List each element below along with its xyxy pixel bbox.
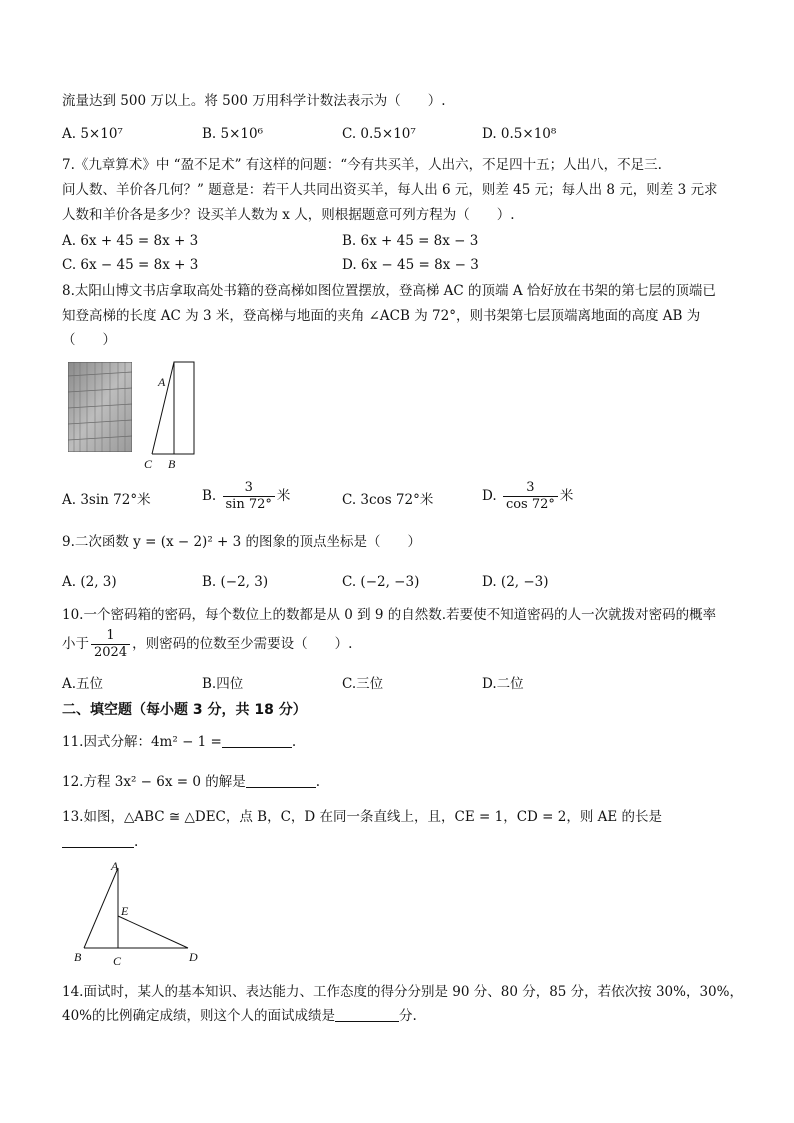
q12-text: 12.方程 3x² − 6x = 0 的解是 . [62, 774, 321, 790]
q7-option-b: B. 6x + 45 = 8x − 3 [342, 233, 479, 249]
q13-text: 13.如图，△ABC ≅ △DEC，点 B，C，D 在同一条直线上，且，CE = 1，CD = 2，则 AE 的长是 [62, 809, 663, 825]
q10-fraction: $\frac{1}{2024}$ [91, 628, 130, 661]
q6-option-a: A. 5×10⁷ [62, 126, 123, 142]
label-b: B [168, 457, 176, 470]
q14-text-line1: 14.面试时，某人的基本知识、表达能力、工作态度的得分分别是 90 分、80 分，85 分，若依次按 30%，30%， [62, 984, 743, 1000]
segment-ab [84, 868, 118, 948]
q8-option-a: A. 3sin 72°米 [62, 492, 151, 508]
q6-option-d: D. 0.5×10⁸ [482, 126, 557, 142]
segment-ed [118, 916, 188, 948]
q10-text-line2: 小于 $\frac{1}{2024}$ ，则密码的位数至少需要设（ ）. [62, 628, 353, 660]
q10-option-c: C.三位 [342, 676, 384, 692]
q9-text: 9.二次函数 y = (x − 2)² + 3 的图象的顶点坐标是（ ） [62, 534, 422, 550]
q8-text-line2: 知登高梯的长度 AC 为 3 米，登高梯与地面的夹角 ∠ACB 为 72°，则书架第七层顶端离地面的高度 AB 为 [62, 308, 701, 324]
q7-option-c: C. 6x − 45 = 8x + 3 [62, 257, 199, 273]
q8-text-line3: （ ） [62, 332, 116, 348]
bookshelf-rectangle [174, 362, 194, 454]
q7-text-line3: 人数和羊价各是多少？设买羊人数为 x 人，则根据题意可列方程为（ ）. [62, 207, 515, 223]
q13-answer-line: . [62, 833, 138, 851]
q11-answer-blank[interactable] [222, 733, 292, 748]
q7-option-d: D. 6x − 45 = 8x − 3 [342, 257, 479, 273]
ladder-diagram [140, 360, 210, 470]
label-a: A [158, 375, 166, 389]
q8-option-b-fraction: $\frac{3}{\sin 72^\circ}$ [223, 480, 275, 513]
q14-answer-blank[interactable] [335, 1007, 399, 1022]
q7-text-line1: 7.《九章算术》中 “盈不足术” 有这样的问题：“今有共买羊，人出六，不足四十五；人出八，不足三. [62, 157, 662, 173]
q8-option-d: D. $\frac{3}{\cos 72^\circ}$ 米 [482, 480, 574, 512]
label-a: A [111, 859, 119, 873]
label-d: D [189, 950, 198, 964]
q8-text-line1: 8.太阳山博文书店拿取高处书籍的登高梯如图位置摆放，登高梯 AC 的顶端 A 恰好放在书架的第七层的顶端已 [62, 283, 716, 299]
q14-text-line2: 40%的比例确定成绩，则这个人的面试成绩是 分. [62, 1008, 417, 1024]
q6-option-b: B. 5×10⁶ [202, 126, 263, 142]
q6-option-c: C. 0.5×10⁷ [342, 126, 416, 142]
q13-answer-blank[interactable] [62, 833, 134, 848]
label-b: B [74, 950, 82, 964]
q8-option-d-fraction: $\frac{3}{\cos 72^\circ}$ [503, 480, 558, 513]
bookshelf-photo [68, 362, 132, 452]
q6-text: 流量达到 500 万以上。将 500 万用科学计数法表示为（ ）. [62, 93, 446, 109]
q11-text: 11.因式分解：4m² − 1 = . [62, 734, 297, 750]
q10-option-a: A.五位 [62, 676, 104, 692]
q7-text-line2: 问人数、羊价各几何？” 题意是：若干人共同出资买羊，每人出 6 元，则差 45 元；每人出 8 元，则差 3 元求 [62, 182, 718, 198]
triangle-diagram [68, 858, 208, 968]
q9-option-c: C. (−2, −3) [342, 574, 420, 590]
label-c: C [144, 457, 153, 470]
q12-answer-blank[interactable] [246, 773, 316, 788]
label-c: C [113, 954, 122, 968]
q10-option-b: B.四位 [202, 676, 244, 692]
q10-option-d: D.二位 [482, 676, 524, 692]
q10-text-line1: 10.一个密码箱的密码，每个数位上的数都是从 0 到 9 的自然数.若要使不知道密码的人一次就拨对密码的概率 [62, 607, 717, 623]
section-title-fill-blank: 二、填空题（每小题 3 分，共 18 分） [62, 702, 307, 718]
q9-option-d: D. (2, −3) [482, 574, 549, 590]
q8-option-c: C. 3cos 72°米 [342, 492, 434, 508]
q9-option-a: A. (2, 3) [62, 574, 117, 590]
q9-option-b: B. (−2, 3) [202, 574, 269, 590]
label-e: E [121, 904, 129, 918]
q8-option-b: B. $\frac{3}{\sin 72^\circ}$ 米 [202, 480, 291, 512]
q7-option-a: A. 6x + 45 = 8x + 3 [62, 233, 199, 249]
